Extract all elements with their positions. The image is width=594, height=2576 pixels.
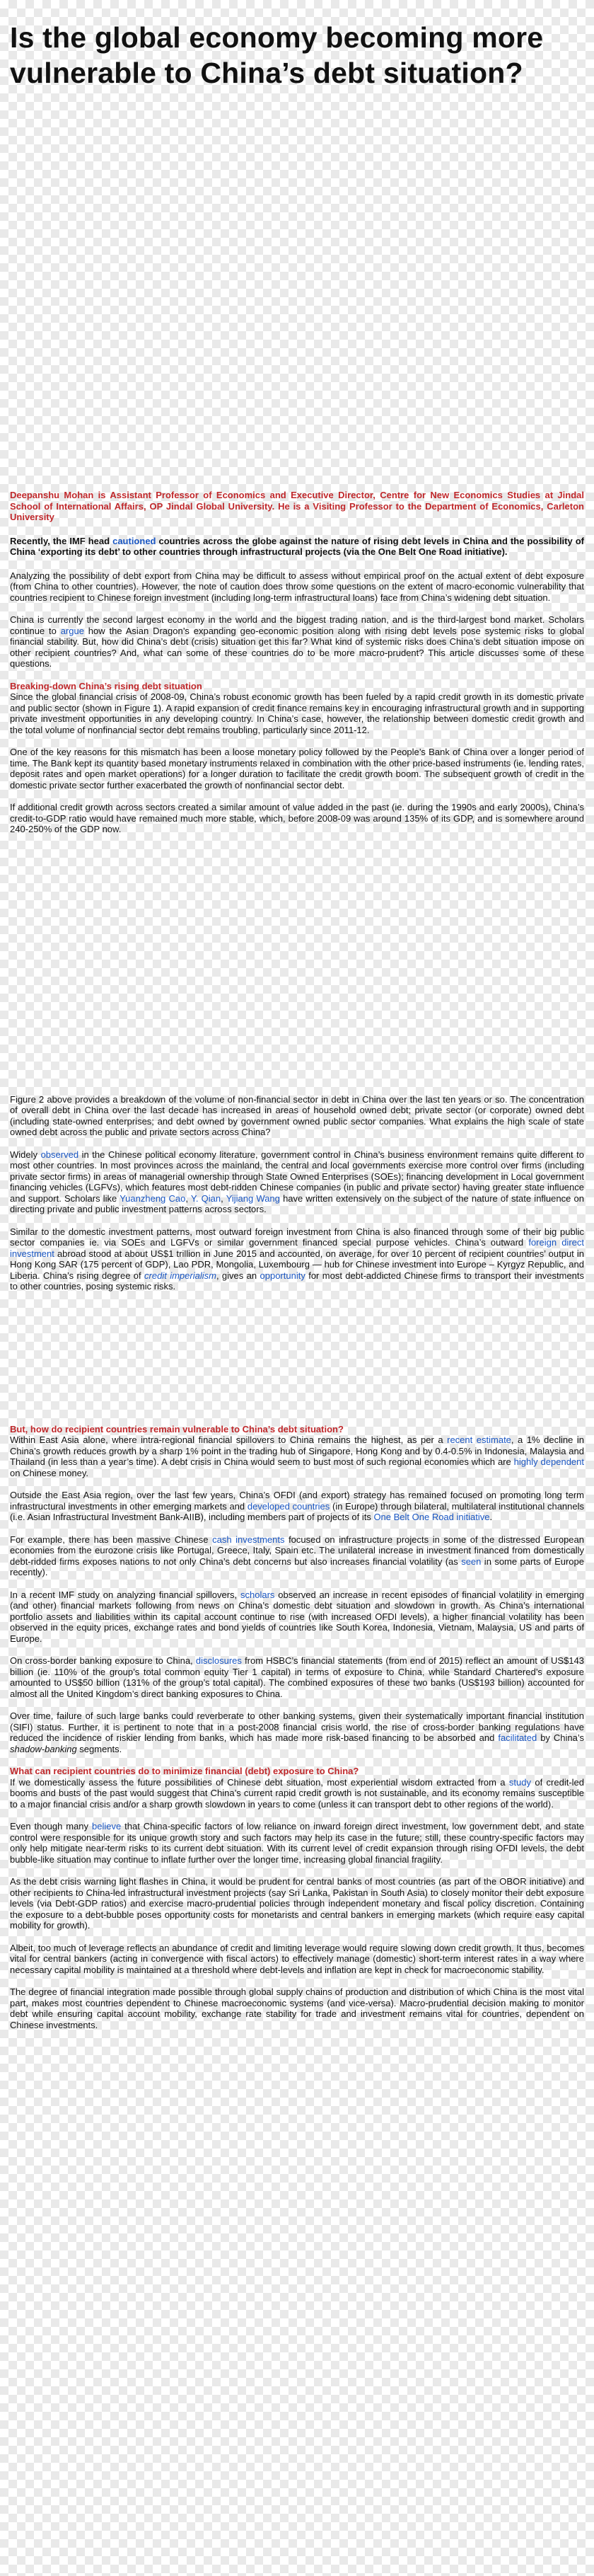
link-argue[interactable]: argue (60, 625, 84, 636)
page-title: Is the global economy becoming more vulnerable to China’s debt situation? (10, 21, 544, 89)
text: of credit-led booms and busts of the past would suggest that China’s current rapid credit growth is not sustainable, and its economy remains susceptible to a major financial crisis and/or a sharp growth slowdown in years to come (unless it can transport debt to other regions of the world). (10, 1776, 584, 1810)
paragraph-9 (10, 1434, 584, 1478)
text: in the Chinese political economy literature, government control in China’s business environment remains quite different to most other countries. In most provinces across the mainland, the central and local governments exercise more control over firms (including private sector firms) in areas of managerial ownership through State Owned Enterprises (SOEs); financing development in Local government financing vehicles (LGFVs), which features most debt-ridden Chinese companies (in public and private sector) having greater state influence and support. Scholars like (10, 1149, 584, 1204)
paragraph-11 (10, 1534, 584, 1578)
paragraph-1: Analyzing the possibility of debt export from China may be difficult to assess without empirical proof on the actual extent of debt exposure (from China to other countries). However, the note of caution does throw some questions on the extent of macro-economic vulnerability that countries recipient to Chinese foreign investment (including long-term infrastructural loans) face from China’s widening debt situation. (10, 570, 584, 603)
section-heading-2: But, how do recipient countries remain vulnerable to China’s debt situation? (10, 1423, 344, 1434)
link-yijiang-wang[interactable]: Yijiang Wang (226, 1192, 280, 1204)
link-cautioned[interactable]: cautioned (112, 535, 156, 546)
section-heading-1: Breaking-down China’s rising debt situation (10, 680, 202, 691)
paragraph-15 (10, 1777, 584, 1810)
paragraph-4: One of the key reasons for this mismatch has been a loose monetary policy followed by the People’s Bank of China over a longer period of time. The Bank kept its quantity based monetary instruments relaxed in combination with the other price-based instruments (ie. lending rates, deposit rates and open market operations) for a longer duration to facilitate the credit growth boom. The subsequent growth of credit in the domestic private sector further exacerbated the growth of nonfinancial sector debt. (10, 747, 584, 790)
text: observed an increase in recent episodes of financial volatility in emerging (and other) financial markets following from news on China’s domestic debt situation and slowdown in growth. As China’s international portfolio assets and liabilities within its capital account continue to rise (with increased OFDI levels), a higher financial volatility has been observed in the equity prices, exchange rates and bond yields of countries like South Korea, Indonesia, Vietnam, Malaysia, US and parts of Europe. (10, 1589, 584, 1644)
link-fdi[interactable]: foreign direct investment (10, 1237, 584, 1259)
text: Similar to the domestic investment patterns, most outward foreign investment from China is also financed through some of their big public sector companies ie. via SOEs and LGFVs or similar government financed special purpose vehicles. China’s outward (10, 1226, 584, 1248)
text: for most debt-addicted Chinese firms to transport their investments to other countries, posing systemic risks. (10, 1270, 584, 1292)
text: , (221, 1192, 226, 1204)
paragraph-16 (10, 1821, 584, 1865)
text: that China-specific factors of low reliance on inward foreign direct investment, low government debt, and state control were responsible for its unique growth story and such factors may help its case in the future; still, these country-specific factors may only help mitigate near-term risks to its current debt situation. With its current level of credit expansion through rising OFDI levels, the debt bubble-like situation may continue to inflate further over the longer time, increasing global financial fragility. (10, 1821, 584, 1865)
text: segments. (76, 1743, 122, 1754)
link-disclosures[interactable]: disclosures (195, 1655, 242, 1666)
text: abroad stood at about US$1 trillion in June 2015 and accounted, on average, for over 10 percent of recipient countries’ output in Hong Kong SAR (175 percent of GDP), Lao PDR, Mongolia, Luxembourg — hub for Chinese investment into Europe – Kyrgyz Republic, and Liberia. China’s rising degree of (10, 1248, 584, 1281)
text: Within East Asia alone, where intra-regional financial spillovers to China remains the highest, as per a (10, 1434, 448, 1445)
figure-placeholder (10, 846, 584, 1094)
paragraph-18: Albeit, too much of leverage reflects an abundance of credit and limiting leverage would require slowing down credit growth. It thus, becomes vital for central bankers (acting in convergence with fiscal actors) to effectively manage (domestic) short-term interest rates in a way where necessary capital mobility is maintained at a threshold where debt-levels and inflation are kept in check for macroeconomic stability. (10, 1942, 584, 1975)
paragraph-17: As the debt crisis warning light flashes in China, it would be prudent for central banks of most countries (as part of the OBOR initiative) and other recipients to China-led infrastructural investment projects (say Sri Lanka, Pakistan in South Asia) to closely monitor their debt exposure levels (via Debt-GDP ratios) and exercise macro-prudential policies through independent monetary and fiscal policy discretion. Containing the exposure to a debt-bubble poses opportunity costs for monetarists and central bankers in emerging markets (which require easy capital mobility for growth). (10, 1876, 584, 1931)
section-heading-3: What can recipient countries do to minimize financial (debt) exposure to China? (10, 1766, 359, 1776)
paragraph-5: If additional credit growth across sectors created a similar amount of value added in the past (ie. during the 1990s and early 2000s), China’s credit-to-GDP ratio would have remained much more stable, which, before 2008-09 was around 135% of its GDP, and is somewhere around 240-250% of the GDP now. (10, 802, 584, 834)
paragraph-12 (10, 1589, 584, 1645)
text: China is currently the second largest economy in the world and the biggest trading nation, and is the third-largest bond market. Scholars continue to (10, 614, 584, 636)
paragraph-3: Since the global financial crisis of 2008-09, China’s robust economic growth has been fueled by a rapid credit growth in its domestic private and public sector (shown in Figure 1). A rapid expansion of credit finance remains key in encouraging infrastructural growth and in supporting private investment opportunities in any developing country. In China’s case, however, the relationship between domestic credit growth and the total volume of nonfinancial sector debt remains troubling, particularly since 2011-12. (10, 691, 584, 735)
author-bio: Deepanshu Mohan is Assistant Professor of Economics and Executive Director, Centre for New Economics Studies at Jindal School of International Affairs, OP Jindal Global University. He is a Visiting Professor to the Department of Economics, Carleton University (10, 490, 584, 522)
paragraph-6: Figure 2 above provides a breakdown of the volume of non-financial sector in debt in China over the last ten years or so. The concentration of overall debt in China over the last decade has increased in areas of household owned debt; private sector (or corporate) owned debt (including state-owned enterprises; and debt owned by government owned public sector companies. What explains the high scale of state owned debt across the public and private sectors across China? (10, 1093, 584, 1137)
link-cash-investments[interactable]: cash investments (212, 1534, 285, 1545)
text: how the Asian Dragon’s expanding geo-economic position along with rising debt levels pose systemic risks to global financial stability. But, how did China’s debt (crisis) situation get this far? What kind of systemic risks does China’s debt situation impose on other recipient countries? And, what can some of these countries do to be more macro-prudent? This article discusses some of these questions. (10, 625, 584, 669)
paragraph-2 (10, 614, 584, 669)
link-obor[interactable]: One Belt One Road initiative (373, 1512, 490, 1522)
text: , a 1% decline in China’s growth reduces growth by a sharp 1% point in the trading hub of Singapore, Hong Kong and by 0.4-0.5% in Indonesia, Malaysia and Thailand (in less than a year’s time). A debt crisis in China would seem to bust most of such regional economies which are (10, 1434, 584, 1467)
link-study[interactable]: study (508, 1776, 531, 1788)
text: by China’s (537, 1732, 584, 1743)
emphasis: shadow-banking (10, 1743, 77, 1754)
text: In a recent IMF study on analyzing financial spillovers, (10, 1589, 240, 1600)
link-recent-estimate[interactable]: recent estimate (447, 1434, 511, 1445)
link-seen[interactable]: seen (461, 1556, 482, 1567)
text: from HSBC’s financial statements (from end of 2015) reflect an amount of US$143 billion (ie. 110% of the group’s total common equity Tier 1 capital) in terms of exposure to China, while Standard Chartered’s exposure amounted to US$50 billion (131% of the group’s total capital). The combined exposures of these two banks (US$193 billion) accounted for almost all the United Kingdom’s direct banking exposures to China. (10, 1655, 584, 1699)
text: focused on infrastructure projects in some of the distressed European economies from the eurozone crisis like Portugal, Greece, Italy, Spain etc. The unilateral increase in investment financed from domestically debt-ridded firms exposes nations to not only China’s debt concerns but also increases financial volatility (as (10, 1534, 584, 1567)
link-y-qian[interactable]: Y. Qian (190, 1192, 221, 1204)
text: If we domestically assess the future possibilities of Chinese debt situation, most experiential wisdom extracted from a (10, 1776, 509, 1788)
link-scholars[interactable]: scholars (240, 1589, 275, 1600)
text: in some parts of Europe recently). (10, 1556, 584, 1577)
link-opportunity[interactable]: opportunity (260, 1270, 305, 1281)
text: (in Europe) through bilateral, multilateral institutional channels (i.e. Asian Infrastructural Investment Bank-AIIB), including members part of projects of its (10, 1500, 585, 1522)
figure-placeholder-2 (10, 1304, 584, 1424)
paragraph-8 (10, 1226, 584, 1292)
paragraph-10 (10, 1490, 584, 1523)
text: have written extensively on the subject of the nature of state influence on directing private and public investment patterns across sectors. (10, 1192, 584, 1214)
link-highly-dependent[interactable]: highly dependent (513, 1456, 584, 1467)
text: Widely (10, 1149, 41, 1160)
text: , (185, 1192, 191, 1204)
link-yuanzheng-cao[interactable]: Yuanzheng Cao (120, 1192, 186, 1204)
link-observed[interactable]: observed (40, 1149, 79, 1160)
text: , gives an (216, 1270, 260, 1281)
text: Recently, the IMF head (10, 535, 113, 546)
link-developed-countries[interactable]: developed countries (247, 1500, 330, 1512)
header-image-area (10, 93, 584, 490)
link-facilitated[interactable]: facilitated (498, 1732, 537, 1743)
text: countries across the globe against the nature of rising debt levels in China and the possibility of China ‘exporting its debt’ to other countries through infrastructural projects (via the One Belt One Road initiative). (10, 535, 585, 557)
link-credit-imperialism[interactable]: credit imperialism (144, 1270, 216, 1281)
paragraph-7 (10, 1149, 584, 1215)
text: . (489, 1512, 493, 1522)
text: Even though many (10, 1821, 92, 1832)
text: Outside the East Asia region, over the last few years, China’s OFDI (and export) strategy has remained focused on promoting long term infrastructural investments in other emerging markets and (10, 1490, 584, 1512)
paragraph-14 (10, 1710, 584, 1754)
lead-paragraph (10, 536, 584, 558)
text: on Chinese money. (10, 1467, 89, 1478)
link-believe[interactable]: believe (91, 1821, 122, 1832)
text: For example, there has been massive Chinese (10, 1534, 213, 1545)
text: On cross-border banking exposure to China, (10, 1655, 196, 1666)
paragraph-13 (10, 1655, 584, 1699)
paragraph-19: The degree of financial integration made possible through global supply chains of production and distribution of which China is the most vital part, makes most countries dependent to Chinese macroeconomic systems (and vice-versa). Macro-prudential decision making to monitor debt while ensuring capital account mobility, exchange rate stability for trade and investment remains vital for countries, dependent on Chinese investments. (10, 1986, 584, 2030)
text: Over time, failure of such large banks could reverberate to other banking systems, given their systematically important financial institution (SIFI) status. Further, it is pertinent to note that in a post-2008 financial crisis world, the rise of cross-border banking regulations have reduced the incidence of riskier lending from banks, which has made more risk-based financing to be absorbed and (10, 1710, 584, 1743)
article (10, 20, 584, 2042)
